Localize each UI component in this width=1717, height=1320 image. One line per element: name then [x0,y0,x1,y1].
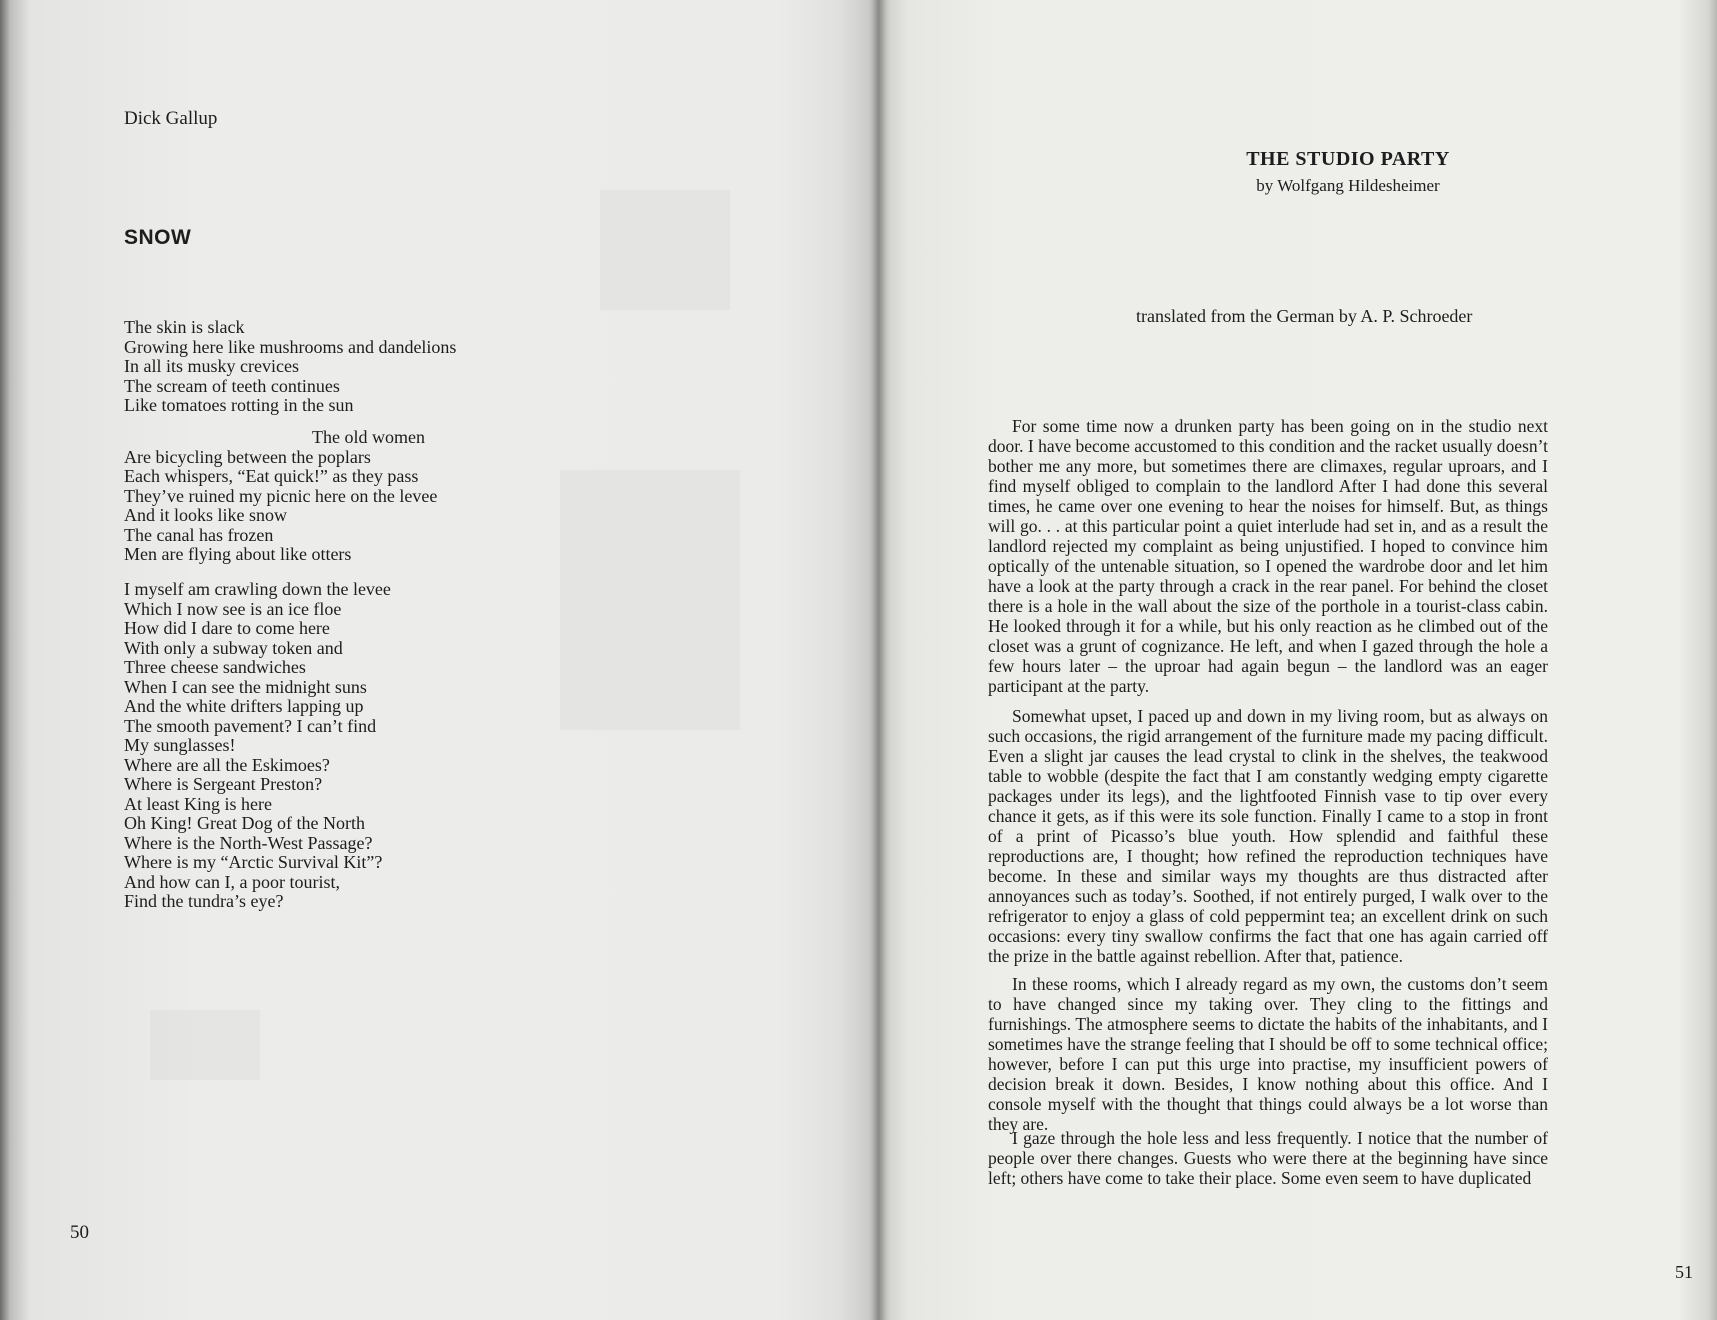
poem-line: Three cheese sandwiches [124,657,306,677]
poem-line: Find the tundra’s eye? [124,891,284,911]
poem-line: And how can I, a poor tourist, [124,871,340,892]
poem-line: Where is the North-West Passage? [124,832,373,853]
poem-line: They’ve ruined my picnic here on the levee [124,485,438,506]
poem-line: My sunglasses! [124,735,236,755]
story-byline: by Wolfgang Hildesheimer [1256,176,1440,195]
poem-line: Where is my “Arctic Survival Kit”? [124,852,383,872]
bleed-through-shadow [560,470,740,730]
poem-line: Growing here like mushrooms and dandelions [124,336,457,357]
poem-stanza-2 [124,419,437,565]
poem-line: At least King is here [124,793,272,814]
poem-line: Are bicycling between the poplars [124,446,371,467]
page-number: 50 [70,1222,89,1243]
story-paragraph: Somewhat upset, I paced up and down in my living room, but as always on such occasions, the rigid arrangement of the furniture made my pacing difficult. Even a slight jar causes the lead crystal to clink in the shelves, the teakwood table to wobble (despite the fact that I am constantly wedging empty cigarette packages under its legs), and the lightfooted Finnish vase to tip over every chance it gets, as if this were its sole function. Finally I came to a stop in front of a print of Picasso’s blue youth. How splendid and faithful these reproductions are, I thought; how refined the reproduction techniques have become. In these and similar ways my thoughts are thus distracted after annoyances such as today’s. Soothed, if not entirely purged, I walk over to the refrigerator to enjoy a glass of cold peppermint tea; an excellent drink on such occasions: every tiny swallow confirms the fact that one has again carried off the prize in the battle against rebellion. After that, patience. [988,706,1548,966]
poem-line: Which I now see is an ice floe [124,598,342,619]
book-gutter [868,0,890,1320]
poem-line: The smooth pavement? I can’t find [124,715,377,736]
poem-line: Where are all the Eskimoes? [124,754,330,775]
poem-line: Men are flying about like otters [124,544,352,564]
poem-line: With only a subway token and [124,637,343,658]
poem-stanza-1 [124,318,456,416]
story-paragraph: In these rooms, which I already regard as my own, the customs don’t seem to have changed since my taking over. They cling to the fittings and furnishings. The atmosphere seems to dictate the habits of the inhabitants, and I sometimes have the strange feeling that I should be off to some technical office; however, before I can put this urge into practise, my insufficient powers of decision break it down. Besides, I know nothing about this office. And I console myself with the thought that things could always be a lot worse than they are. [988,974,1548,1134]
poem-line: In all its musky crevices [124,356,299,376]
poem-line: The skin is slack [124,317,245,337]
poem-stanza-3 [124,580,391,912]
poem-line: The scream of teeth continues [124,375,340,396]
poem-line: I myself am crawling down the levee [124,579,391,599]
poem-line: Where is Sergeant Preston? [124,774,323,794]
story-paragraph: I gaze through the hole less and less frequently. I notice that the number of people over there changes. Guests who were there at the beginning have since left; others have come to take their place. Some even seem to have duplicated [988,1128,1548,1188]
poem-line: Each whispers, “Eat quick!” as they pass [124,466,419,486]
poem-line: How did I dare to come here [124,618,330,638]
right-page [878,0,1717,1320]
bleed-through-shadow [600,190,730,310]
poem-title: SNOW [124,226,192,249]
poem-line: The canal has frozen [124,524,274,545]
bleed-through-shadow [150,1010,260,1080]
poem-line: And it looks like snow [124,505,288,525]
poem-line: The old women [312,427,425,447]
poem-line: When I can see the midnight suns [124,676,367,697]
story-title: THE STUDIO PARTY [1246,148,1450,170]
poem-line: Oh King! Great Dog of the North [124,813,365,833]
story-paragraph: For some time now a drunken party has been going on in the studio next door. I have become accustomed to this condition and the racket usually doesn’t bother me any more, but sometimes there are climaxes, regular uproars, and I find myself obliged to complain to the landlord After I had done this several times, he came over one evening to hear the noises for himself. But, as things will go. . . at this particular point a quiet interlude had set in, and as a result the landlord rejected my complaint as being unjustified. I hoped to convince him optically of the untenable situation, so I opened the wardrobe door and let him have a look at the party through a crack in the rear panel. For behind the closet there is a hole in the wall about the size of the porthole in a tourist-class cabin. He looked through it for a while, but his only reaction as he climbed out of the closet was a grunt of cognizance. He left, and when I gazed through the hole a few hours later – the uproar had again begun – the landlord was an eager participant at the party. [988,416,1549,696]
page-number: 51 [1675,1262,1693,1282]
poem-line: And the white drifters lapping up [124,696,364,716]
translator-credit: translated from the German by A. P. Schroeder [1136,306,1473,326]
poem-author: Dick Gallup [124,108,218,129]
poem-line: Like tomatoes rotting in the sun [124,395,354,415]
